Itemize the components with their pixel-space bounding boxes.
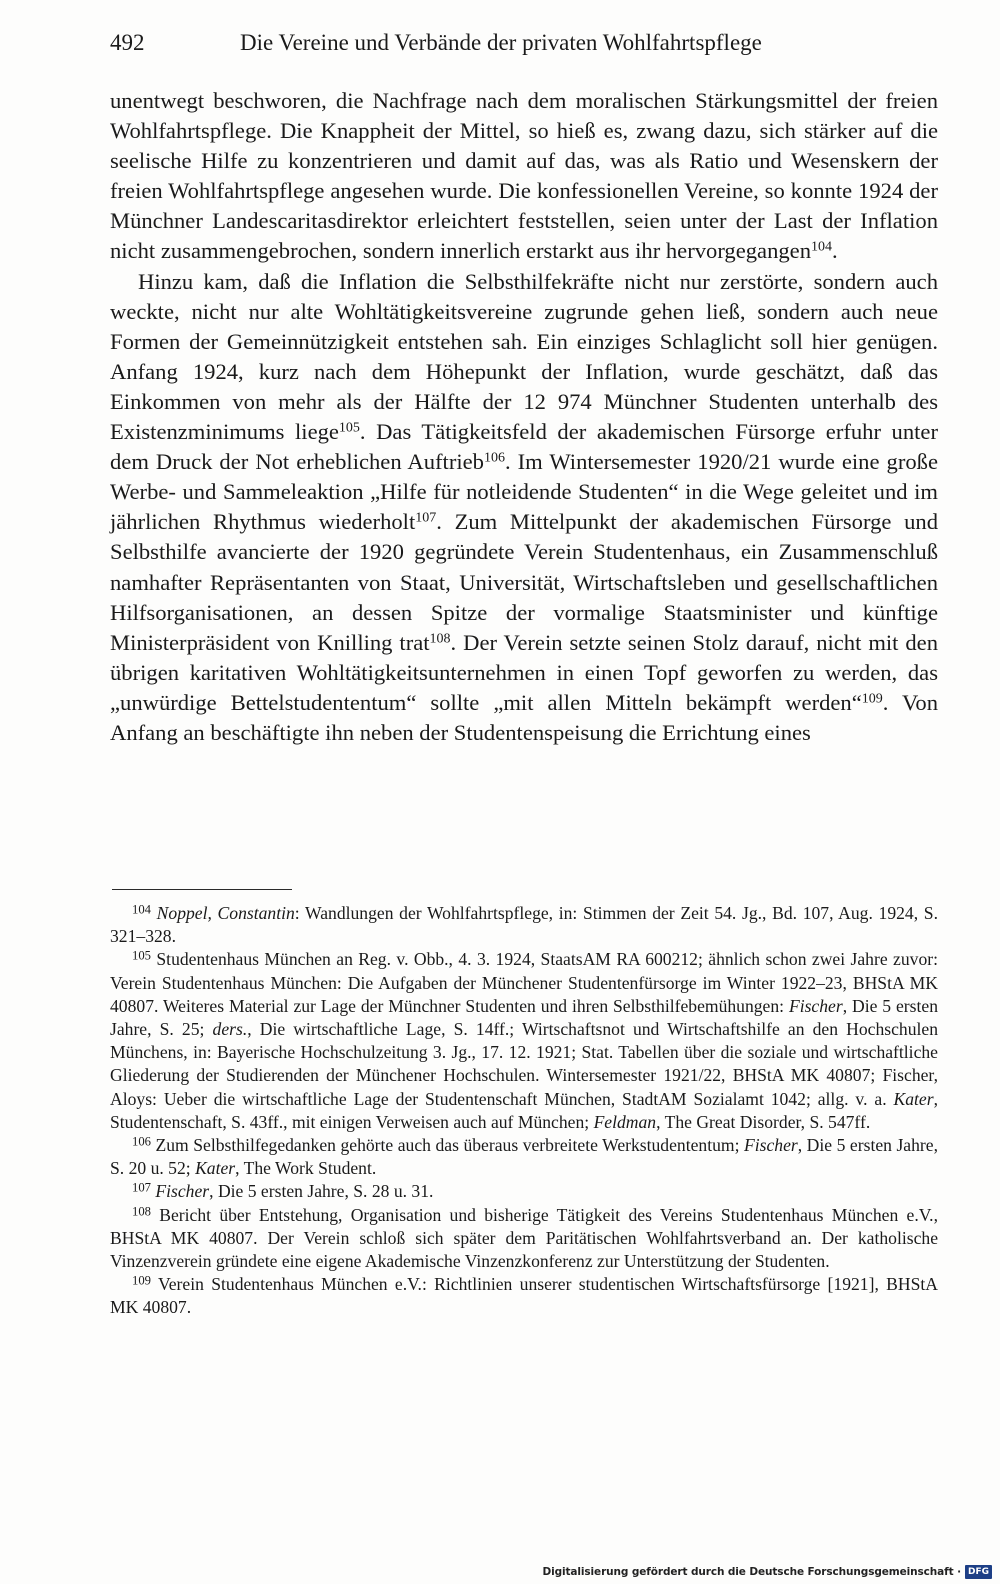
footnote-text: : Wandlungen der Wohlfahrtspflege, in: Stimmen der Zeit 54. Jg., Bd. 107, Aug. 1924, S. 321–328. xyxy=(110,903,938,947)
footnote-ref-106[interactable]: 106 xyxy=(483,450,505,466)
footnote-number: 105 xyxy=(132,948,151,963)
footnote-106 xyxy=(110,1134,938,1180)
footnote-text: , Die 5 ersten Jahre, S. 20 u. 52; xyxy=(110,1135,938,1179)
paragraph-text: . Im Wintersemester 1920/21 wurde eine große Werbe- und Sammeleaktion „Hilfe für notleidende Studenten“ in die Wege geleitet und im jährlichen Rhythmus wiederholt xyxy=(110,449,938,535)
footnote-text: Bericht über Entstehung, Organisation und bisherige Tätigkeit des Vereins Studentenhaus München e.V., BHStA MK 40807. Der Verein schloß sich später dem Paritätischen Wohlfahrtsverband an. Der katholische Vinzenzverein gründete eine eigene Akademische Vinzenzkonferenz zur Unterstützung der Studenten. xyxy=(110,1204,938,1272)
footnote-text: , Studentenschaft, S. 43ff., mit einigen Verweisen auch auf München; xyxy=(110,1088,938,1132)
footnote-author: Kater xyxy=(893,1088,934,1109)
footnote-author: Fischer xyxy=(788,995,843,1016)
footnote-107 xyxy=(110,1180,938,1203)
footnote-author: Feldman xyxy=(593,1111,657,1132)
footnote-divider xyxy=(112,889,292,890)
footnote-105 xyxy=(110,948,938,1134)
paragraph-text: . Von Anfang an beschäftigte ihn neben der Studentenspeisung die Errichtung eines xyxy=(110,689,938,745)
page-number: 492 xyxy=(110,30,145,55)
footnote-ref-107[interactable]: 107 xyxy=(415,510,437,526)
paragraph-text: Hinzu kam, daß die Inflation die Selbsthilfekräfte nicht nur zerstörte, sondern auch weckte, nicht nur alte Wohltätigkeitsvereine zugrunde gehen ließ, sondern auch neue Formen der Gemeinnützigkeit entstehen sah. Ein einziges Schlaglicht soll hier genügen. Anfang 1924, kurz nach dem Höhepunkt der Inflation, wurde geschätzt, daß das Einkommen von mehr als der Hälfte der 12 974 Münchner Studenten unterhalb des Existenzminimums liege xyxy=(110,268,938,445)
footnote-author: Kater xyxy=(195,1158,236,1179)
footnote-number: 106 xyxy=(132,1134,151,1149)
paragraph-text: . Zum Mittelpunkt der akademischen Fürsorge und Selbsthilfe avancierte der 1920 gegründete Verein Studentenhaus, ein Zusammenschluß namhafter Repräsentanten von Staat, Universität, Wirtschaftsleben und gesellschaftlichen Hilfsorganisationen, an dessen Spitze der vormalige Staatsminister und künftige Ministerpräsident von Knilling trat xyxy=(110,509,938,655)
footnote-text: Zum Selbsthilfegedanken gehörte auch das überaus verbreitete Werkstudententum; xyxy=(155,1135,744,1156)
paragraph-text: . xyxy=(832,238,838,264)
paragraph-text: . Das Tätigkeitsfeld der akademischen Fürsorge erfuhr unter dem Druck der Not erheblichen Auftrieb xyxy=(110,419,938,475)
running-head: Die Vereine und Verbände der privaten Wohlfahrtspflege xyxy=(240,30,762,55)
footnote-109 xyxy=(110,1273,938,1319)
footnote-text: Verein Studentenhaus München e.V.: Richtlinien unserer studentischen Wirtschaftsfürsorge [1921], BHStA MK 40807. xyxy=(110,1274,938,1318)
footnote-ref-108[interactable]: 108 xyxy=(429,630,451,646)
footnote-number: 107 xyxy=(132,1180,151,1195)
digitization-text: Digitalisierung gefördert durch die Deutsche Forschungsgemeinschaft · xyxy=(542,1566,961,1578)
main-text xyxy=(110,86,938,748)
paragraph-2 xyxy=(110,267,938,749)
paragraph-1 xyxy=(110,86,938,267)
page-header xyxy=(110,26,938,60)
footnote-author: Fischer xyxy=(744,1135,798,1156)
footnote-number: 104 xyxy=(132,902,151,917)
footnote-text: , The Work Student. xyxy=(235,1158,377,1179)
paragraph-text: . Der Verein setzte seinen Stolz darauf, nicht mit den übrigen karitativen Wohltätigkeitsunternehmen in einen Topf geworfen zu werden, das „unwürdige Bettelstudententum“ sollte „mit allen Mitteln bekämpft werden“ xyxy=(110,629,939,715)
footnote-number: 108 xyxy=(132,1203,151,1218)
footnote-ref-109[interactable]: 109 xyxy=(861,691,883,707)
footnote-108 xyxy=(110,1204,938,1274)
footnotes xyxy=(110,902,938,1320)
paragraph-text: unentwegt beschworen, die Nachfrage nach dem moralischen Stärkungsmittel der freien Wohlfahrtspflege. Die Knappheit der Mittel, so hieß es, zwang dazu, sich stärker auf die seelische Hilfe zu konzentrieren und damit auf das, was als Ratio und Wesenskern der freien Wohlfahrtspflege angesehen wurde. Die konfessionellen Vereine, so konnte 1924 der Münchner Landescaritasdirektor erleichtert feststellen, seien unter der Last der Inflation nicht zusammengebrochen, sondern innerlich erstarkt aus ihr hervorgegangen xyxy=(110,88,938,264)
footnote-text: , Die 5 ersten Jahre, S. 25; xyxy=(110,995,938,1040)
dfg-logo: DFG xyxy=(965,1565,992,1579)
footnote-ref-105[interactable]: 105 xyxy=(338,420,360,436)
footnote-text: , Die wirtschaftliche Lage, S. 14ff.; Wirtschaftsnot und Wirtschaftshilfe an den Hochschulen Münchens, in: Bayerische Hochschulzeitung 3. Jg., 17. 12. 1921; Stat. Tabellen über die soziale und wirtschaftliche Gliederung der Studierenden der Münchener Hochschulen. Wintersemester 1921/22, BHStA MK 40807; Fischer, Aloys: Ueber die wirtschaftliche Lage der Studentenschaft München, StadtAM Sozialamt 1042; allg. v. a. xyxy=(110,1019,938,1109)
footnote-author: Noppel, Constantin xyxy=(156,903,295,923)
footnote-ref-104[interactable]: 104 xyxy=(811,239,833,255)
footnote-text: , Die 5 ersten Jahre, S. 28 u. 31. xyxy=(209,1181,434,1202)
digitization-notice xyxy=(542,1564,992,1580)
footnote-author: Fischer xyxy=(155,1181,210,1202)
footnote-text: , The Great Disorder, S. 547ff. xyxy=(656,1111,871,1132)
footnote-text: Studentenhaus München an Reg. v. Obb., 4. 3. 1924, StaatsAM RA 600212; ähnlich schon zwei Jahre zuvor: Verein Studentenhaus München: Die Aufgaben der Münchener Studentenfürsorge im Winter 1922–23, BHStA MK 40807. Weiteres Material zur Lage der Münchner Studenten und ihren Selbsthilfebemühungen: xyxy=(110,949,938,1016)
footnote-author: ders. xyxy=(212,1019,248,1040)
footnote-number: 109 xyxy=(132,1273,151,1288)
footnote-104 xyxy=(110,902,938,948)
